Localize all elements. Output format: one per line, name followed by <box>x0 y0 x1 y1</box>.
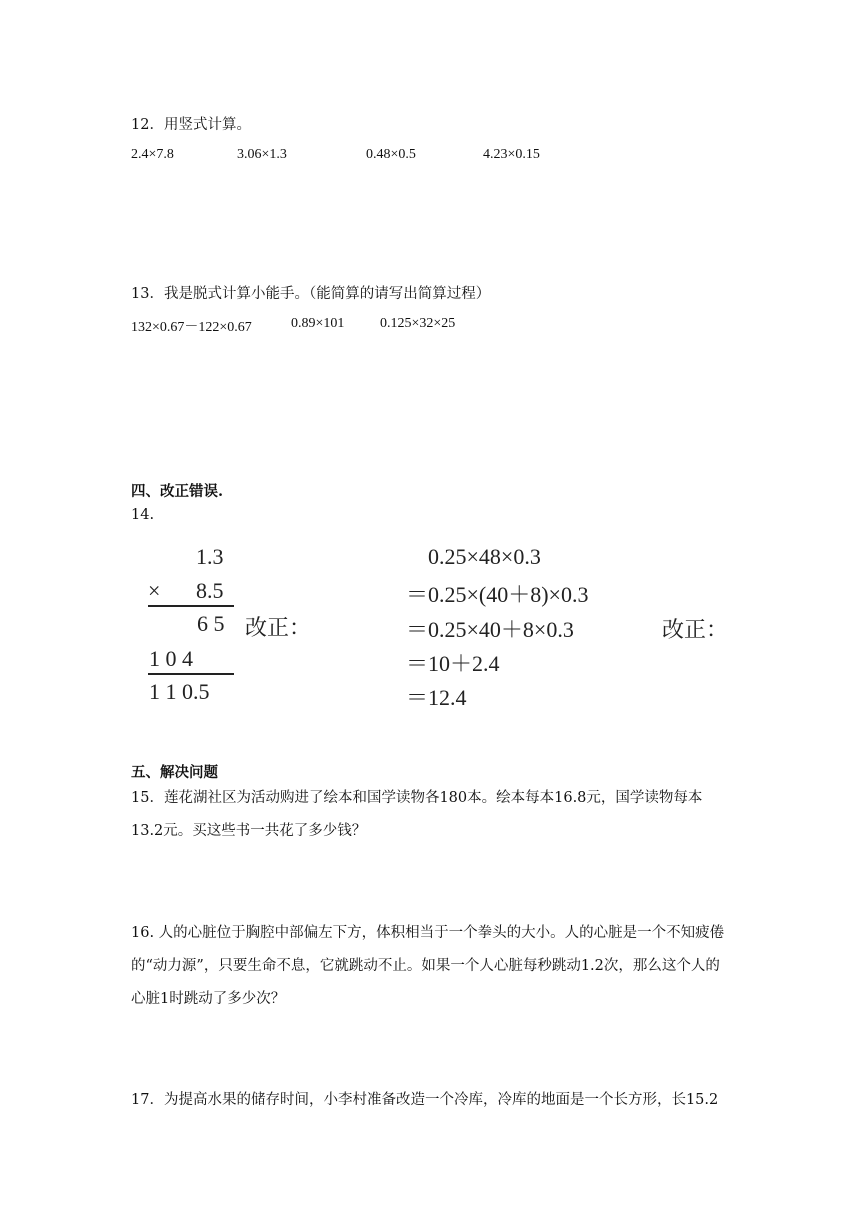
q13-title: 13．我是脱式计算小能手。（能简算的请写出简算过程） <box>131 286 491 302</box>
q12-expr-1: 2.4×7.8 <box>131 147 174 162</box>
step-2: ＝0.25×(40＋8)×0.3 <box>406 582 589 607</box>
q17-text: 17．为提高水果的储存时间，小李村准备改造一个冷库，冷库的地面是一个长方形，长15.2 <box>131 1092 719 1108</box>
correct-label-2: 改正： <box>662 617 729 642</box>
q14-number: 14. <box>131 507 155 523</box>
q13-expr-2: 0.89×101 <box>291 316 345 331</box>
step-4: ＝10＋2.4 <box>406 651 500 676</box>
q15-text: 15．莲花湖社区为活动购进了绘本和国学读物各180本。绘本每本16.8元，国学读物每本13.2元。买这些书一共花了多少钱？ <box>131 790 703 839</box>
q13-expr-3: 0.125×32×25 <box>380 316 456 331</box>
q13-expr-1: 132×0.67－122×0.67 <box>131 320 252 335</box>
vertical-rule-1 <box>148 605 234 607</box>
vertical-row-3: 6 5 <box>197 611 225 636</box>
step-1: 0.25×48×0.3 <box>428 544 541 569</box>
q16-text: 16. 人的心脏位于胸腔中部偏左下方，体积相当于一个拳头的大小。人的心脏是一个不知疲倦的“动力源”，只要生命不息，它就跳动不止。如果一个人心脏每秒跳动1.2次，那么这个人的心脏1时跳动了多少次？ <box>131 925 725 1007</box>
section5-heading: 五、解决问题 <box>131 764 218 781</box>
vertical-row-1: 1.3 <box>196 544 224 569</box>
vertical-rule-2 <box>148 673 234 675</box>
q12-expr-2: 3.06×1.3 <box>237 147 287 162</box>
vertical-row-4: 1 0 4 <box>149 646 193 671</box>
times-sign: × <box>148 578 161 603</box>
q12-title: 12．用竖式计算。 <box>131 117 251 133</box>
q12-expr-4: 4.23×0.15 <box>483 147 540 162</box>
vertical-row-2: 8.5 <box>196 578 224 603</box>
q12-expr-3: 0.48×0.5 <box>366 147 416 162</box>
step-3: ＝0.25×40＋8×0.3 <box>406 617 574 642</box>
correct-label-1: 改正： <box>245 615 312 640</box>
vertical-row-5: 1 1 0.5 <box>149 679 210 704</box>
section4-heading: 四、改正错误. <box>131 483 224 500</box>
step-5: ＝12.4 <box>406 685 467 710</box>
